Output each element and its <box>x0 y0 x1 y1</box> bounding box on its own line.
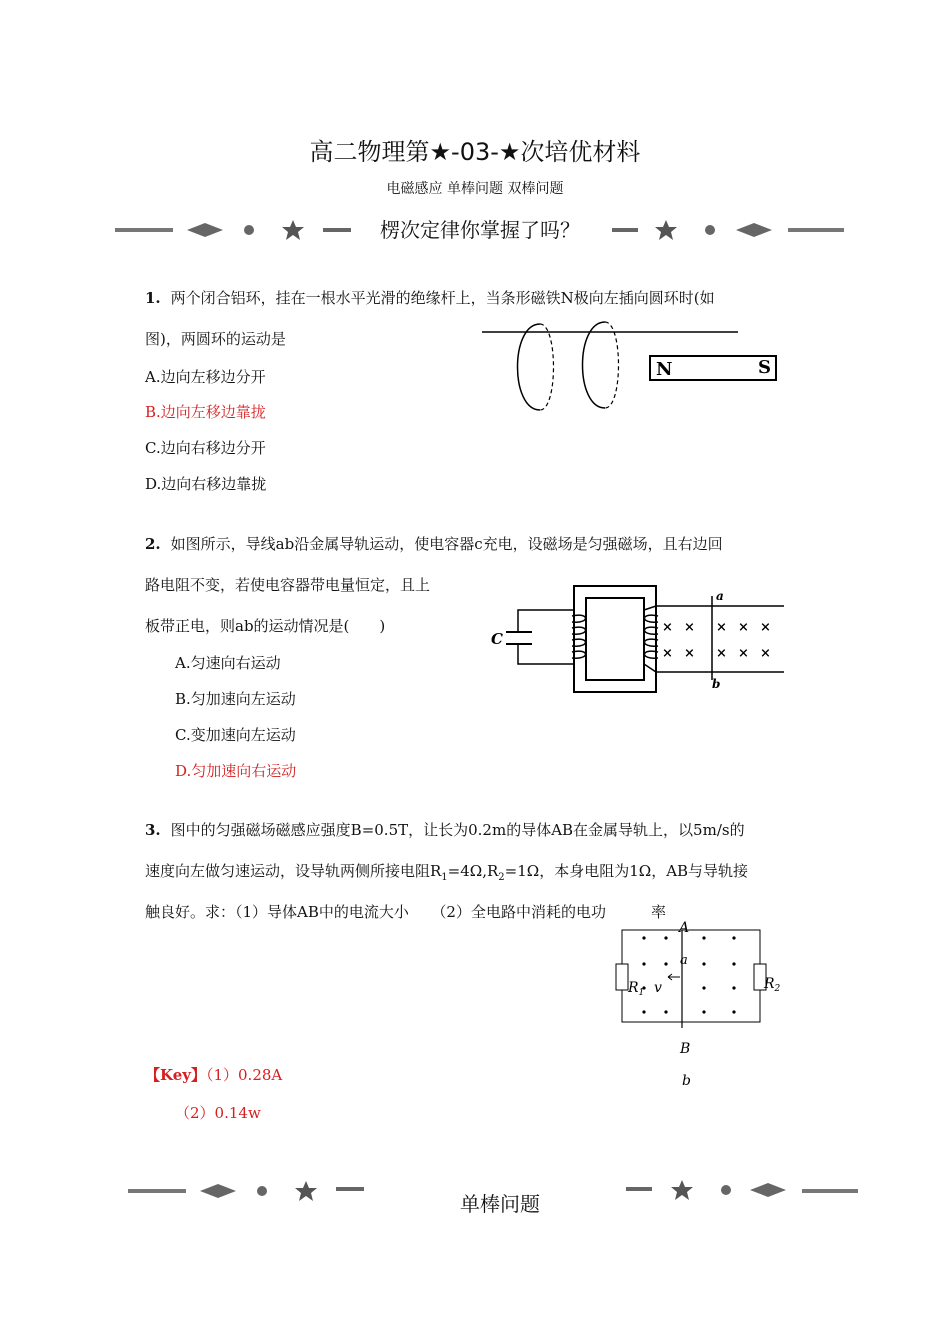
svg-text:×: × <box>738 646 749 661</box>
q1-option-a: A.边向左移边分开 <box>145 368 266 386</box>
q2-option-d: D.匀加速向右运动 <box>175 762 297 780</box>
question-1-number: 1. <box>145 289 161 307</box>
q3-figure-circuit <box>610 918 785 1093</box>
answer-2: （2）0.14w <box>175 1104 261 1122</box>
svg-text:×: × <box>760 646 771 661</box>
rod-b-small-label: b <box>682 1073 691 1089</box>
divider-ornament-left <box>115 215 360 245</box>
svg-text:×: × <box>716 620 727 635</box>
rod-a-small-label: a <box>680 953 688 968</box>
divider-ornament-right-2 <box>626 1176 861 1206</box>
resistor-R2-label: $R_2$ <box>764 976 781 994</box>
q1-option-c: C.边向右移边分开 <box>145 439 266 457</box>
rod-A-label: A <box>679 920 690 936</box>
section-title-lenz: 楞次定律你掌握了吗？ <box>380 218 580 242</box>
question-2-text: 如图所示，导线ab沿金属导轨运动，使电容器c充电，设磁场是匀强磁场，且右边回 <box>170 535 723 553</box>
question-3-line3: 触良好。求：（1）导体AB中的电流大小 （2）全电路中消耗的电功 率 <box>145 903 666 921</box>
q1-figure-rings-magnet <box>480 318 790 418</box>
svg-text:×: × <box>662 620 673 635</box>
rod-b-label: b <box>712 677 721 691</box>
rod-B-label: B <box>680 1041 691 1057</box>
page-title: 高二物理第★-03-★次培优材料 <box>309 138 641 166</box>
answer-1: （1）0.28A <box>205 1066 283 1084</box>
svg-text:×: × <box>738 620 749 635</box>
question-1-text: 两个闭合铝环，挂在一根水平光滑的绝缘杆上，当条形磁铁N极向左插向圆环时(如 <box>170 289 715 307</box>
svg-text:×: × <box>684 646 695 661</box>
answer-key-line1 <box>145 1064 282 1085</box>
q3-sub1: 1 <box>441 872 448 883</box>
q2-option-c: C.变加速向左运动 <box>175 726 296 744</box>
q2-option-b: B.匀加速向左运动 <box>175 690 296 708</box>
question-2-line1 <box>145 534 723 554</box>
question-2-line3: 板带正电，则ab的运动情况是( ) <box>145 617 386 635</box>
answer-key-label: 【Key】 <box>145 1066 206 1084</box>
question-3-number: 3. <box>145 821 161 839</box>
section-title-single-rod: 单棒问题 <box>460 1192 540 1216</box>
rod-a-label: a <box>716 589 724 603</box>
question-3-text: 图中的匀强磁场磁感应强度B=0.5T，让长为0.2m的导体AB在金属导轨上，以5m/s的 <box>170 821 745 839</box>
magnetic-field-crosses <box>662 620 771 661</box>
resistor-R1-label: $R_1$ <box>628 980 645 998</box>
q3-line2-part2: =4Ω,R <box>447 862 499 880</box>
svg-text:×: × <box>684 620 695 635</box>
question-2-line2: 路电阻不变，若使电容器带电量恒定，且上 <box>145 576 431 594</box>
divider-ornament-right <box>612 215 847 245</box>
magnetic-field-dots <box>642 936 735 1013</box>
svg-text:×: × <box>760 620 771 635</box>
q2-option-a: A.匀速向右运动 <box>175 654 281 672</box>
question-2-number: 2. <box>145 535 161 553</box>
page-subtitle: 电磁感应 单棒问题 双棒问题 <box>386 181 564 197</box>
magnet-south-label: S <box>758 357 771 378</box>
q3-line2-part1: 速度向左做匀速运动，设导轨两侧所接电阻R <box>145 862 442 880</box>
question-3-line2 <box>145 861 748 888</box>
question-1-line2: 图)，两圆环的运动是 <box>145 330 286 348</box>
svg-text:×: × <box>662 646 673 661</box>
divider-ornament-left-2 <box>128 1176 373 1206</box>
question-1-line1 <box>145 288 715 308</box>
q1-option-b: B.边向左移边靠拢 <box>145 403 266 421</box>
question-3-line1 <box>145 820 745 840</box>
q2-figure-transformer-circuit <box>488 582 788 697</box>
velocity-label: v <box>654 980 662 996</box>
svg-text:×: × <box>716 646 727 661</box>
q3-sub2: 2 <box>498 872 505 883</box>
magnet-north-label: N <box>656 359 673 380</box>
capacitor-label: C <box>491 630 503 648</box>
q3-line2-part3: =1Ω，本身电阻为1Ω，AB与导轨接 <box>504 862 749 880</box>
q1-option-d: D.边向右移边靠拢 <box>145 475 267 493</box>
